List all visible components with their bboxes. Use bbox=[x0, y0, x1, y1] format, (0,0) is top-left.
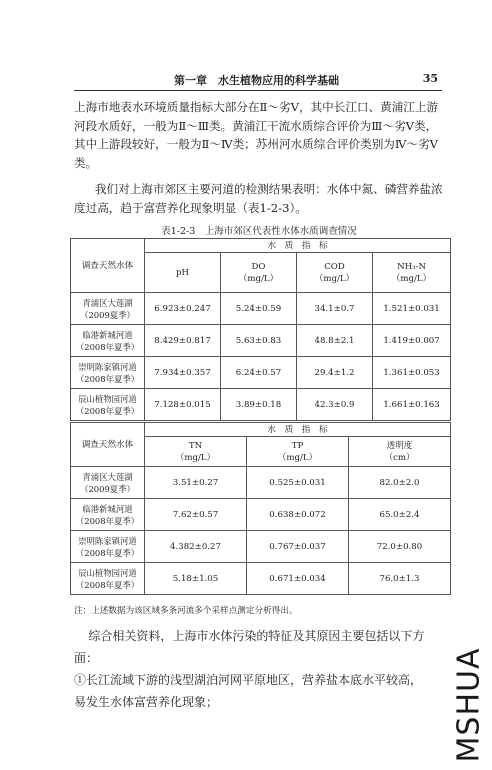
row-site: 崇明陈家镇河道 （2008年夏季） bbox=[71, 531, 145, 563]
table-row bbox=[71, 531, 451, 563]
row-site: 青浦区大莲湖 （2009夏季） bbox=[71, 293, 145, 325]
cell-value: 29.4±1.2 bbox=[297, 357, 373, 389]
table1-col-nh3n: NH₃-N （mg/L） bbox=[373, 253, 451, 293]
table1-group-row bbox=[71, 239, 451, 253]
row-site: 辰山植物园河道 （2008年夏季） bbox=[71, 389, 145, 421]
row-site: 崇明陈家镇河道 （2008年夏季） bbox=[71, 357, 145, 389]
paragraph-monitoring-results: 我们对上海市郊区主要河道的检测结果表明：水体中氮、磷营养盐浓度过高，趋于富营养化现象明显（表1-2-3）。 bbox=[74, 182, 443, 215]
row-site: 青浦区大莲湖 （2009夏季） bbox=[71, 467, 145, 499]
table1-col-do: DO （mg/L） bbox=[221, 253, 297, 293]
watermark: MSHUA bbox=[451, 647, 487, 763]
paragraph-surface-water-quality: 上海市地表水环境质量指标大部分在Ⅱ～劣Ⅴ，其中长江口、黄浦江上游河段水质好，一般为Ⅱ～Ⅲ类。黄浦江干流水质综合评价为Ⅲ～劣Ⅴ类，其中上游段较好，一般为Ⅱ～Ⅳ类；苏州河水质综合评价类别为Ⅳ～劣Ⅴ类。 bbox=[74, 100, 439, 170]
pollution-causes-intro: 综合相关资料，上海市水体污染的特征及其原因主要包括以下方面： bbox=[74, 629, 425, 665]
table1-group-header: 水 质 指 标 bbox=[145, 239, 451, 253]
table-row bbox=[71, 293, 451, 325]
water-quality-table-2 bbox=[70, 422, 451, 595]
table-caption: 表1-2-3 上海市郊区代表性水体水质调查情况 bbox=[161, 226, 357, 237]
cell-value: 1.521±0.031 bbox=[373, 293, 451, 325]
cell-value: 48.8±2.1 bbox=[297, 325, 373, 357]
table-row bbox=[71, 389, 451, 421]
cell-value: 34.1±0.7 bbox=[297, 293, 373, 325]
table2-col-tn: TN （mg/L） bbox=[145, 437, 247, 467]
table2-group-header: 水 质 指 标 bbox=[145, 423, 451, 437]
table2-site-header: 调查天然水体 bbox=[71, 423, 145, 467]
cell-value: 0.525±0.031 bbox=[247, 467, 349, 499]
cell-value: 8.429±0.817 bbox=[145, 325, 221, 357]
table-row bbox=[71, 563, 451, 595]
cell-value: 7.128±0.015 bbox=[145, 389, 221, 421]
cell-value: 0.638±0.072 bbox=[247, 499, 349, 531]
table1-col-ph: pH bbox=[145, 253, 221, 293]
table2-col-tp: TP （mg/L） bbox=[247, 437, 349, 467]
page-number: 35 bbox=[422, 72, 438, 85]
table-row bbox=[71, 325, 451, 357]
cell-value: 7.934±0.357 bbox=[145, 357, 221, 389]
cell-value: 42.3±0.9 bbox=[297, 389, 373, 421]
pollution-cause-item-1-cont: 易发生水体富营养化现象； bbox=[74, 695, 219, 709]
chapter-title: 第一章 水生植物应用的科学基础 bbox=[174, 74, 339, 87]
cell-value: 0.767±0.037 bbox=[247, 531, 349, 563]
cell-value: 76.0±1.3 bbox=[349, 563, 451, 595]
cell-value: 72.0±0.80 bbox=[349, 531, 451, 563]
row-site: 临港新城河道 （2008年夏季） bbox=[71, 499, 145, 531]
cell-value: 3.89±0.18 bbox=[221, 389, 297, 421]
cell-value: 6.24±0.57 bbox=[221, 357, 297, 389]
table-row bbox=[71, 467, 451, 499]
water-quality-table-1 bbox=[70, 238, 451, 421]
table1-site-header: 调查天然水体 bbox=[71, 239, 145, 293]
cell-value: 1.661±0.163 bbox=[373, 389, 451, 421]
table-row bbox=[71, 499, 451, 531]
cell-value: 1.419±0.007 bbox=[373, 325, 451, 357]
cell-value: 1.361±0.053 bbox=[373, 357, 451, 389]
cell-value: 82.0±2.0 bbox=[349, 467, 451, 499]
cell-value: 3.51±0.27 bbox=[145, 467, 247, 499]
row-site: 辰山植物园河道 （2008年夏季） bbox=[71, 563, 145, 595]
cell-value: 5.24±0.59 bbox=[221, 293, 297, 325]
cell-value: 6.923±0.247 bbox=[145, 293, 221, 325]
cell-value: 0.671±0.034 bbox=[247, 563, 349, 595]
table-note: 注：上述数据为该区域多条河流多个采样点测定分析得出。 bbox=[74, 606, 298, 616]
cell-value: 4.382±0.27 bbox=[145, 531, 247, 563]
cell-value: 5.18±1.05 bbox=[145, 563, 247, 595]
paragraph-pollution-causes bbox=[74, 625, 444, 713]
table2-group-row bbox=[71, 423, 451, 437]
running-header bbox=[74, 72, 442, 91]
table1-col-cod: COD （mg/L） bbox=[297, 253, 373, 293]
table2-col-transparency: 透明度 （cm） bbox=[349, 437, 451, 467]
pollution-cause-item-1: ①长江流域下游的浅型湖泊河网平原地区，营养盐本底水平较高， bbox=[74, 673, 423, 687]
cell-value: 5.63±0.83 bbox=[221, 325, 297, 357]
row-site: 临港新城河道 （2008年夏季） bbox=[71, 325, 145, 357]
cell-value: 7.62±0.57 bbox=[145, 499, 247, 531]
table-row bbox=[71, 357, 451, 389]
cell-value: 65.0±2.4 bbox=[349, 499, 451, 531]
